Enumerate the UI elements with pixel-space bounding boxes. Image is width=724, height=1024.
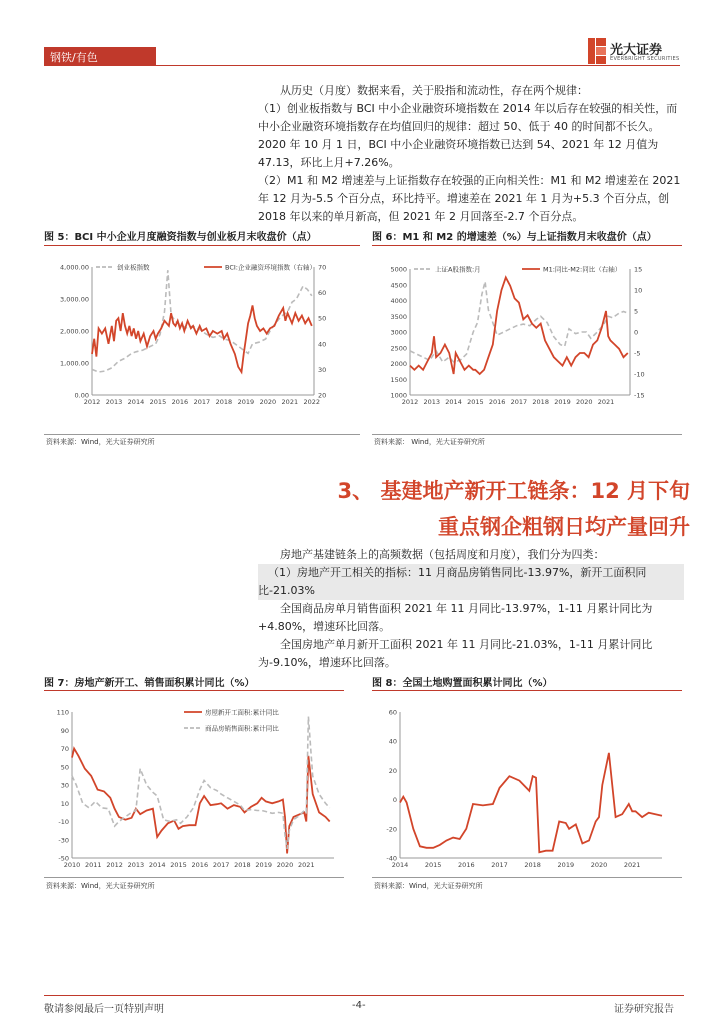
x-tick-label: 2012 (401, 398, 419, 406)
fig7-title: 图 7：房地产新开工、销售面积累计同比（%） (44, 678, 255, 689)
x-tick-label: 2021 (597, 398, 615, 406)
y-tick-label: 50 (60, 763, 69, 772)
legend-label: 上证A股指数:月 (435, 265, 481, 274)
x-tick-label: 2012 (106, 861, 123, 869)
series-line-1 (400, 753, 662, 852)
x-tick-label: 2014 (148, 861, 166, 869)
y-right-tick-label: -5 (634, 349, 641, 358)
y-tick-label: 60 (388, 708, 397, 717)
x-tick-label: 2019 (237, 398, 255, 406)
y-right-tick-label: -10 (634, 370, 645, 379)
y-tick-label: 40 (388, 737, 397, 746)
x-tick-label: 2013 (105, 398, 123, 406)
logo-mark-icon (588, 38, 606, 64)
x-tick-label: 2021 (623, 861, 641, 869)
fig7-chart (44, 698, 344, 873)
series-line-2 (92, 305, 312, 372)
legend-label: 商品房销售面积:累计同比 (205, 724, 279, 733)
y-tick-label: 110 (56, 708, 69, 717)
footer-report-type: 证券研究报告 (614, 1004, 674, 1015)
x-tick-label: 2014 (445, 398, 462, 406)
paragraph-indicator-1: （1）房地产开工相关的指标：11 月商品房销售同比-13.97%，新开工面积同比-21.03% (258, 564, 684, 600)
y-tick-label: 10 (60, 799, 69, 808)
legend-label: 房屋新开工面积:累计同比 (205, 708, 279, 717)
y-tick-label: 4500 (390, 281, 407, 290)
company-logo (588, 38, 683, 66)
y-tick-label: -10 (58, 818, 69, 826)
fig6-chart (372, 255, 682, 425)
series-line-2 (72, 717, 330, 849)
y-tick-label: 90 (60, 726, 69, 735)
y-right-tick-label: 60 (318, 289, 327, 298)
paragraph-rule-1: （1）创业板指数与 BCI 中小企业融资环境指数在 2014 年以后存在较强的相关性，而中小企业融资环境指数存在均值回归的规律：超过 50、低于 40 的时间都不长久。2020 年 10 月 1 日，BCI 中小企业融资环境指数已达到 54、2021 年 12 月值为 47.13，环比上月+7.26%。 (258, 102, 678, 169)
x-tick-label: 2020 (575, 398, 593, 406)
fig8-title-rule (372, 690, 682, 691)
fig8-source: 资料来源：Wind，光大证券研究所 (374, 882, 483, 890)
x-tick-label: 2022 (303, 398, 321, 406)
y-tick-label: -20 (386, 825, 397, 834)
x-tick-label: 2018 (234, 861, 251, 869)
fig8-source-rule (372, 877, 682, 878)
x-tick-label: 2010 (63, 861, 81, 869)
y-tick-label: -40 (386, 854, 397, 863)
paragraph-categories: 房地产基建链条上的高频数据（包括周度和月度），我们分为四类： (280, 548, 605, 561)
section-tag-bar (44, 47, 156, 65)
y-right-tick-label: -15 (634, 391, 645, 400)
fig7-source: 资料来源：Wind，光大证券研究所 (46, 882, 155, 890)
fig5-source: 资料来源：Wind，光大证券研究所 (46, 438, 155, 446)
y-right-tick-label: 5 (634, 307, 639, 316)
fig6-title-rule (372, 245, 682, 246)
x-tick-label: 2020 (590, 861, 608, 869)
x-tick-label: 2019 (554, 398, 571, 406)
x-tick-label: 2018 (524, 861, 541, 869)
x-tick-label: 2016 (191, 861, 209, 869)
y-tick-label: 1500 (390, 375, 407, 384)
fig7-source-rule (44, 877, 344, 878)
fig8-chart (372, 698, 672, 873)
y-tick-label: 0 (392, 796, 397, 805)
y-right-tick-label: 20 (318, 391, 327, 400)
fig6-source: 资料来源： Wind，光大证券研究所 (374, 438, 485, 446)
x-tick-label: 2017 (212, 861, 230, 869)
fig7-title-rule (44, 690, 344, 691)
logo-english: EVERBRIGHT SECURITIES (610, 56, 680, 62)
x-tick-label: 2016 (488, 398, 506, 406)
x-tick-label: 2016 (171, 398, 189, 406)
x-tick-label: 2017 (491, 861, 508, 869)
fig6-source-rule (372, 434, 682, 435)
y-tick-label: 4,000.00 (60, 263, 89, 272)
x-tick-label: 2018 (532, 398, 549, 406)
y-tick-label: 1,000.00 (60, 359, 89, 368)
fig6-title: 图 6：M1 和 M2 的增速差（%）与上证指数月末收盘价（点） (372, 232, 657, 243)
y-right-tick-label: 70 (318, 263, 327, 272)
y-tick-label: 2,000.00 (60, 327, 89, 336)
fig5-source-rule (44, 434, 360, 435)
y-tick-label: -50 (58, 854, 69, 863)
y-right-tick-label: 40 (318, 340, 327, 349)
y-tick-label: 2500 (390, 344, 407, 353)
y-tick-label: 3500 (390, 312, 407, 321)
footer-disclaimer: 敬请参阅最后一页特别声明 (44, 1004, 164, 1015)
x-tick-label: 2013 (127, 861, 145, 869)
series-line-1 (72, 749, 330, 854)
y-tick-label: 4000 (390, 297, 407, 305)
x-tick-label: 2020 (259, 398, 277, 406)
section-title-line-1: 3、 基建地产新开工链条：12 月下旬 (337, 479, 690, 503)
x-tick-label: 2015 (424, 861, 442, 869)
y-right-tick-label: 30 (318, 365, 327, 374)
x-tick-label: 2014 (127, 398, 145, 406)
section-title-line-2: 重点钢企粗钢日均产量回升 (438, 515, 690, 539)
y-right-tick-label: 10 (634, 286, 643, 295)
legend-label: BCI:企业融资环境指数（右轴） (225, 263, 316, 272)
y-tick-label: 70 (60, 745, 69, 753)
y-right-tick-label: 15 (634, 265, 643, 274)
y-tick-label: 3,000.00 (60, 295, 89, 304)
y-tick-label: 5000 (390, 265, 407, 274)
paragraph-intro: 从历史（月度）数据来看，关于股指和流动性，存在两个规律： (280, 84, 588, 97)
footer-rule (44, 995, 684, 996)
legend-label: 创业板指数 (117, 263, 150, 272)
y-right-tick-label: 0 (634, 328, 639, 337)
x-tick-label: 2021 (298, 861, 315, 869)
section-tag: 钢铁/有色 (50, 51, 98, 64)
x-tick-label: 2015 (149, 398, 167, 406)
fig5-chart (44, 255, 360, 425)
logo-name: 光大证券 (610, 43, 663, 58)
fig8-title: 图 8：全国土地购置面积累计同比（%） (372, 678, 553, 689)
y-tick-label: -30 (58, 836, 69, 845)
fig5-title-rule (44, 245, 360, 246)
x-tick-label: 2015 (170, 861, 187, 869)
x-tick-label: 2019 (557, 861, 575, 869)
x-tick-label: 2018 (215, 398, 233, 406)
y-right-tick-label: 50 (318, 314, 327, 323)
fig5-title: 图 5：BCI 中小企业月度融资指数与创业板月末收盘价（点） (44, 232, 317, 243)
paragraph-new-starts: 全国房地产单月新开工面积 2021 年 11 月同比-21.03%，1-11 月累计同比为-9.10%，增速环比回落。 (258, 638, 653, 669)
paragraph-sales-area: 全国商品房单月销售面积 2021 年 11 月同比-13.97%，1-11 月累计同比为+4.80%，增速环比回落。 (258, 602, 653, 633)
x-tick-label: 2017 (193, 398, 211, 406)
x-tick-label: 2015 (467, 398, 484, 406)
y-tick-label: 3000 (390, 328, 407, 337)
x-tick-label: 2014 (391, 861, 409, 869)
x-tick-label: 2011 (85, 861, 102, 869)
series-line-2 (410, 277, 628, 374)
x-tick-label: 2013 (423, 398, 441, 406)
page-number: -4- (352, 1000, 366, 1011)
y-tick-label: 1000 (390, 391, 407, 400)
x-tick-label: 2019 (255, 861, 272, 869)
paragraph-rule-2: （2）M1 和 M2 增速差与上证指数存在较强的正向相关性：M1 和 M2 增速差在 2021 年 12 月为-5.5 个百分点，环比持平。增速差在 2021 年 1 月为+5.3 个百分点，创 2018 年以来的单月新高，但 2021 年 2 月回落至-2.7 个百分点。 (258, 174, 681, 223)
legend-label: M1:同比-M2:同比（右轴） (543, 265, 622, 274)
x-tick-label: 2012 (83, 398, 101, 406)
y-tick-label: 0.00 (74, 391, 89, 400)
x-tick-label: 2017 (510, 398, 528, 406)
header-rule (44, 65, 680, 66)
x-tick-label: 2016 (458, 861, 475, 869)
y-tick-label: 20 (388, 766, 397, 775)
y-tick-label: 30 (60, 781, 69, 790)
x-tick-label: 2020 (276, 861, 294, 869)
y-tick-label: 2000 (390, 360, 407, 368)
x-tick-label: 2021 (281, 398, 299, 406)
